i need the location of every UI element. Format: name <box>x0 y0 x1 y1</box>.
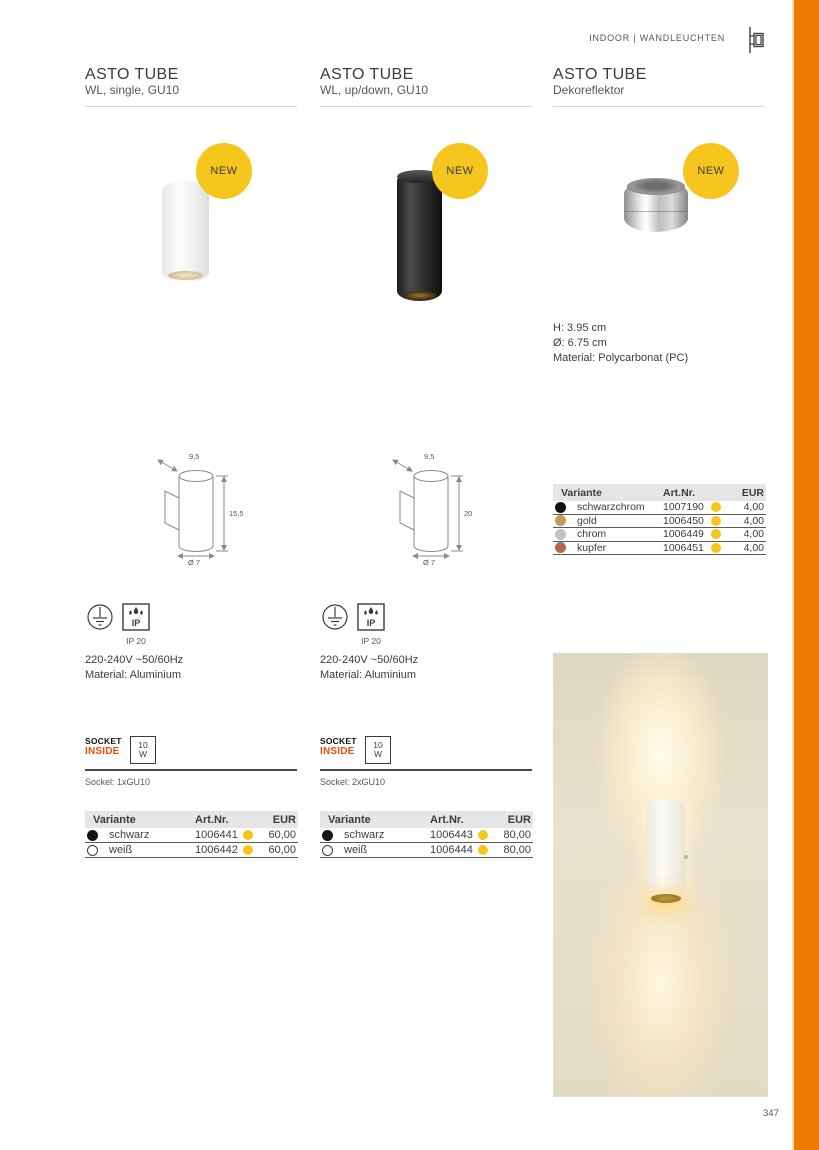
material-text: Material: Aluminium <box>85 669 181 681</box>
color-swatch <box>555 542 566 553</box>
table-row <box>320 828 533 843</box>
color-swatch <box>322 830 333 841</box>
product1-electrical-specs <box>85 653 183 683</box>
product2-subtitle: WL, up/down, GU10 <box>320 83 429 97</box>
article-number: 1006450 <box>663 514 704 527</box>
product1-socket-text: Sockel: 1xGU10 <box>85 777 151 787</box>
product3-photo-reflector-ring <box>624 180 688 232</box>
price: 80,00 <box>503 829 531 841</box>
col-variant: Variante <box>328 813 371 826</box>
ring-opening <box>627 178 685 195</box>
new-badge <box>196 143 252 199</box>
ambience-photo <box>553 653 768 1097</box>
table-header <box>320 811 533 828</box>
product1-title-block <box>85 66 297 107</box>
new-badge <box>432 143 488 199</box>
table-row <box>85 843 298 858</box>
socket-logo-top: SOCKET <box>85 736 122 746</box>
watt-value: 10 <box>373 740 383 750</box>
accent-bar <box>792 0 819 1150</box>
variant-name: schwarz <box>109 829 150 841</box>
new-badge-label: NEW <box>210 165 238 177</box>
product1-photo-white-lamp <box>162 181 209 282</box>
dim-diameter: Ø 7 <box>423 558 436 566</box>
socket-logo-top: SOCKET <box>320 736 357 746</box>
material-text: Material: Aluminium <box>320 669 416 681</box>
col-variant: Variante <box>93 813 136 826</box>
variant-name: weiß <box>344 844 368 856</box>
svg-text:IP: IP <box>131 618 141 628</box>
article-number: 1006451 <box>663 541 704 554</box>
svg-text:IP: IP <box>366 618 376 628</box>
new-badge <box>683 143 739 199</box>
wall-lamp-icon <box>746 27 766 53</box>
lamp-lens-glow <box>651 894 681 903</box>
ip-rating-label: IP 20 <box>361 636 381 646</box>
dim-height: 20 <box>464 509 473 518</box>
height-text: H: 3.95 cm <box>553 322 607 334</box>
product2-photo-black-lamp <box>397 171 442 301</box>
color-swatch <box>322 845 333 856</box>
product3-subtitle: Dekoreflektor <box>553 83 625 97</box>
product1-title: ASTO TUBE <box>85 66 179 83</box>
product1-subtitle: WL, single, GU10 <box>85 83 180 97</box>
product1-dimension-drawing <box>148 446 248 566</box>
product3-specs <box>553 321 688 366</box>
lamp-screw <box>684 855 688 859</box>
product2-socket-text: Sockel: 2xGU10 <box>320 777 386 787</box>
new-dot <box>711 502 721 512</box>
col-variant: Variante <box>561 486 602 499</box>
article-number: 1006444 <box>430 844 473 856</box>
watt-unit: W <box>373 749 383 759</box>
table-row <box>553 542 766 556</box>
ring-seam <box>625 211 687 212</box>
color-swatch <box>555 515 566 526</box>
dim-height: 15,5 <box>229 509 244 518</box>
article-number: 1006449 <box>663 528 704 541</box>
ambience-lamp <box>647 800 685 899</box>
new-dot <box>243 830 253 840</box>
watt-value: 10 <box>138 740 148 750</box>
new-dot <box>711 529 721 539</box>
lamp-lens <box>168 271 203 280</box>
socket-logo-bottom: INSIDE <box>85 745 120 757</box>
product2-dimension-drawing <box>383 446 483 566</box>
article-number: 1006442 <box>195 844 238 856</box>
product1-cert-icons <box>85 602 151 632</box>
variant-name: weiß <box>109 844 133 856</box>
table-header <box>553 484 766 501</box>
col-artnr: Art.Nr. <box>663 486 696 499</box>
socket-inside-logo <box>85 737 122 757</box>
protection-class-icon <box>85 602 115 632</box>
dim-depth: 9,5 <box>189 452 200 461</box>
socket-inside-logo <box>320 737 357 757</box>
product2-title: ASTO TUBE <box>320 66 414 83</box>
product2-title-block <box>320 66 532 107</box>
price: 60,00 <box>268 844 296 856</box>
price: 4,00 <box>743 514 764 527</box>
product3-title-block <box>553 66 765 107</box>
table-header <box>85 811 298 828</box>
divider <box>320 769 532 771</box>
table-row <box>320 843 533 858</box>
new-badge-label: NEW <box>446 165 474 177</box>
color-swatch <box>87 830 98 841</box>
product2-electrical-specs <box>320 653 418 683</box>
new-dot <box>711 543 721 553</box>
new-dot <box>478 845 488 855</box>
product3-price-table <box>553 484 766 555</box>
table-row <box>553 528 766 542</box>
product1-price-table <box>85 811 298 858</box>
product2-price-table <box>320 811 533 858</box>
watt-unit: W <box>138 749 148 759</box>
table-row <box>85 828 298 843</box>
color-swatch <box>555 529 566 540</box>
new-dot <box>711 516 721 526</box>
new-dot <box>243 845 253 855</box>
price: 4,00 <box>743 528 764 541</box>
lamp-lens <box>402 291 437 300</box>
lamp-bracket <box>438 218 455 270</box>
variant-name: chrom <box>577 528 607 541</box>
col-artnr: Art.Nr. <box>430 813 464 826</box>
col-eur: EUR <box>272 813 296 826</box>
protection-class-icon <box>320 602 350 632</box>
col-eur: EUR <box>507 813 531 826</box>
ip-drops-icon <box>356 602 386 632</box>
diameter-text: Ø: 6.75 cm <box>553 337 607 349</box>
ip-drops-icon <box>121 602 151 632</box>
variant-name: gold <box>577 514 597 527</box>
variant-name: schwarz <box>344 829 385 841</box>
color-swatch <box>87 845 98 856</box>
divider <box>85 769 297 771</box>
new-dot <box>478 830 488 840</box>
price: 4,00 <box>743 541 764 554</box>
col-artnr: Art.Nr. <box>195 813 229 826</box>
voltage-text: 220-240V ~50/60Hz <box>85 654 184 666</box>
dim-depth: 9,5 <box>424 452 435 461</box>
ip-rating-label: IP 20 <box>126 636 146 646</box>
price: 80,00 <box>503 844 531 856</box>
variant-name: schwarzchrom <box>577 501 645 514</box>
color-swatch <box>555 502 566 513</box>
socket-logo-bottom: INSIDE <box>320 745 355 757</box>
breadcrumb: INDOOR | WANDLEUCHTEN <box>589 33 725 43</box>
wattage-box <box>365 736 391 764</box>
product3-title: ASTO TUBE <box>553 66 647 83</box>
table-row <box>553 501 766 515</box>
voltage-text: 220-240V ~50/60Hz <box>320 654 419 666</box>
variant-name: kupfer <box>577 541 607 554</box>
price: 4,00 <box>743 501 764 514</box>
price: 60,00 <box>268 829 296 841</box>
wattage-box <box>130 736 156 764</box>
article-number: 1006443 <box>430 829 473 841</box>
table-row <box>553 515 766 529</box>
dim-diameter: Ø 7 <box>188 558 201 566</box>
material-text: Material: Polycarbonat (PC) <box>553 352 689 364</box>
article-number: 1007190 <box>663 501 704 514</box>
article-number: 1006441 <box>195 829 238 841</box>
page-number: 347 <box>763 1108 779 1119</box>
new-badge-label: NEW <box>697 165 725 177</box>
product2-cert-icons <box>320 602 386 632</box>
col-eur: EUR <box>741 486 764 499</box>
lamp-bracket <box>205 214 223 264</box>
